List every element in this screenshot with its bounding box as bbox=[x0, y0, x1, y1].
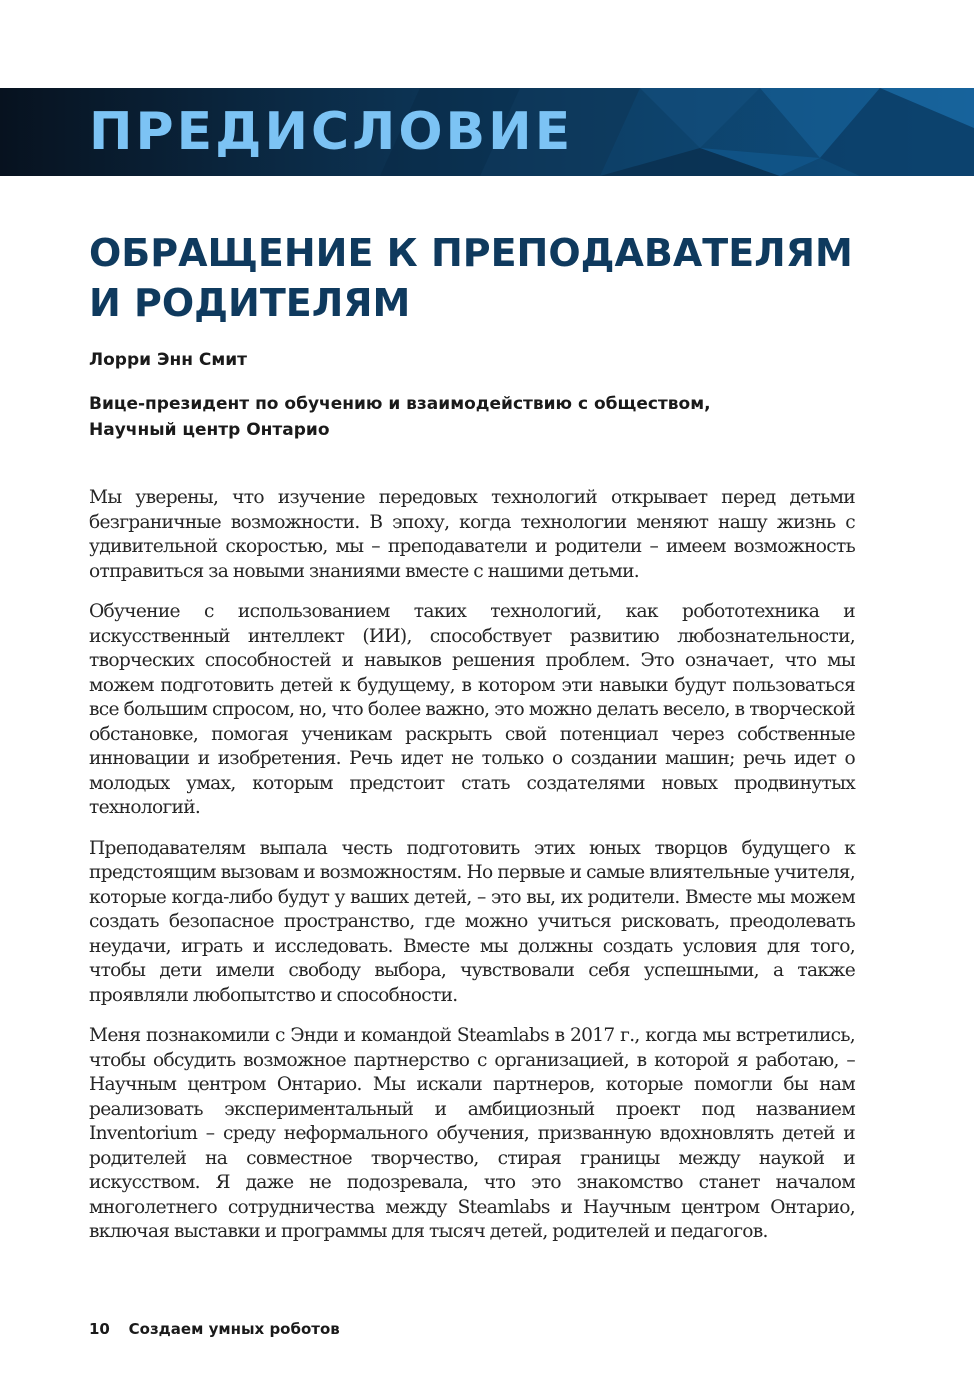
paragraph: Мы уверены, что изучение передовых технологий открывает перед детьми безграничные возможности. В эпоху, когда технологии меняют нашу жизнь с удивительной скоростью, мы – преподаватели и родители – имеем возможность отправиться за новыми знаниями вместе с нашими детьми. bbox=[89, 487, 855, 582]
paragraph: Преподавателям выпала честь подготовить этих юных творцов будущего к предстоящим вызовам и возможностям. Но первые и самые влиятельные учителя, которые когда-либо будут у ваших детей, – это вы, их родители. Вместе мы можем создать безопасное пространство, где можно учиться рисковать, преодолевать неудачи, играть и исследовать. Вместе мы должны создать условия для того, чтобы дети имели свободу выбора, чувствовали себя успешными, а также проявляли любопытство и способности. bbox=[89, 837, 855, 1006]
author-name: Лорри Энн Смит bbox=[89, 350, 247, 370]
section-title: ПРЕДИСЛОВИЕ bbox=[89, 102, 574, 162]
section-banner bbox=[0, 88, 974, 176]
paragraph: Меня познакомили с Энди и командой Steamlabs в 2017 г., когда мы встретились, чтобы обсудить возможное партнерство с организацией, в которой я работаю, – Научным центром Онтарио. Мы искали партнеров, которые помогли бы нам реализовать экспериментальный и амбициозный проект под названием Inventorium – среду неформального обучения, призванную вдохновлять детей и родителей на совместное творчество, стирая границы между наукой и искусством. Я даже не подозревала, что это знакомство станет началом многолетнего сотрудничества между Steamlabs и Научным центром Онтарио, включая выставки и программы для тысяч детей, родителей и педагогов. bbox=[89, 1025, 855, 1242]
page-number: 10 bbox=[89, 1320, 110, 1338]
body-text bbox=[89, 486, 855, 1261]
paragraph: Обучение с использованием таких технологий, как робототехника и искусственный интеллект (ИИ), способствует развитию любознательности, творческих способностей и навыков решения проблем. Это означает, что мы можем подготовить детей к будущему, в котором эти навыки будут пользоваться все большим спросом, но, что более важно, это можно делать весело, в творческой обстановке, помогая ученикам раскрыть свой потенциал через собственные инновации и изобретения. Речь идет не только о создании машин; речь идет о молодых умах, которым предстоит стать создателями новых продвинутых технологий. bbox=[89, 601, 855, 818]
chapter-title: ОБРАЩЕНИЕ К ПРЕПОДАВАТЕЛЯМ И РОДИТЕЛЯМ bbox=[89, 231, 853, 325]
author-role: Вице-президент по обучению и взаимодействию с обществом, Научный центр Онтарио bbox=[89, 394, 711, 440]
book-title: Создаем умных роботов bbox=[128, 1320, 340, 1338]
page-footer bbox=[89, 1318, 340, 1340]
